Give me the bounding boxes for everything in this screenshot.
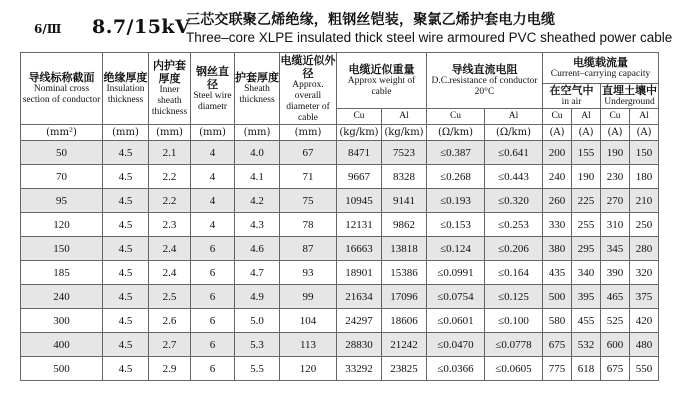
- table-cell: ≤0.206: [485, 237, 543, 261]
- table-cell: ≤0.193: [427, 189, 485, 213]
- unit-cell: (mm): [103, 125, 149, 141]
- table-cell: 6: [191, 237, 235, 261]
- sub-ground-cu: Cu: [601, 109, 630, 125]
- table-cell: 230: [601, 165, 630, 189]
- table-cell: 400: [21, 333, 103, 357]
- table-row: [21, 309, 659, 333]
- table-cell: 380: [543, 237, 572, 261]
- table-cell: 4: [191, 213, 235, 237]
- table-cell: 395: [572, 285, 601, 309]
- table-cell: 4.5: [103, 213, 149, 237]
- unit-cell: (mm): [149, 125, 191, 141]
- unit-cell: (kg/km): [337, 125, 382, 141]
- col-sheath: 护套厚度 Sheath thickness: [235, 53, 280, 125]
- table-cell: 2.1: [149, 141, 191, 165]
- table-cell: 4.5: [103, 141, 149, 165]
- table-cell: 10945: [337, 189, 382, 213]
- table-cell: ≤0.164: [485, 261, 543, 285]
- table-cell: 525: [601, 309, 630, 333]
- table-row: [21, 165, 659, 189]
- col-inner-sheath: 内护套厚度 Inner sheath thickness: [149, 53, 191, 125]
- table-cell: 2.2: [149, 189, 191, 213]
- table-cell: 78: [280, 213, 337, 237]
- table-cell: ≤0.0601: [427, 309, 485, 333]
- table-cell: 5.5: [235, 357, 280, 381]
- table-cell: 260: [543, 189, 572, 213]
- table-cell: 6: [191, 333, 235, 357]
- table-cell: 500: [21, 357, 103, 381]
- unit-cell: (Ω/km): [427, 125, 485, 141]
- col-current-air: 在空气中 in air: [543, 84, 601, 109]
- col-weight: 电缆近似重量 Approx weight of cable: [337, 53, 427, 109]
- voltage-rating: 8.7/15kV: [92, 16, 191, 38]
- table-row: [21, 285, 659, 309]
- table-cell: 580: [543, 309, 572, 333]
- table-cell: ≤0.153: [427, 213, 485, 237]
- table-cell: 200: [543, 141, 572, 165]
- table-cell: 2.6: [149, 309, 191, 333]
- table-cell: 190: [601, 141, 630, 165]
- table-cell: 18901: [337, 261, 382, 285]
- sub-weight-cu: Cu: [337, 109, 382, 125]
- table-cell: 28830: [337, 333, 382, 357]
- table-cell: 500: [543, 285, 572, 309]
- table-cell: 24297: [337, 309, 382, 333]
- table-cell: 7523: [382, 141, 427, 165]
- table-cell: 50: [21, 141, 103, 165]
- table-cell: 4.5: [103, 333, 149, 357]
- table-cell: 4.6: [235, 237, 280, 261]
- table-cell: 190: [572, 165, 601, 189]
- table-cell: 6: [191, 261, 235, 285]
- table-cell: 675: [543, 333, 572, 357]
- table-cell: 4.5: [103, 189, 149, 213]
- table-cell: 6: [191, 285, 235, 309]
- table-cell: 155: [572, 141, 601, 165]
- table-cell: 420: [630, 309, 659, 333]
- table-row: [21, 333, 659, 357]
- table-cell: ≤0.0754: [427, 285, 485, 309]
- table-cell: 210: [630, 189, 659, 213]
- sub-resistance-al: Al: [485, 109, 543, 125]
- table-cell: 618: [572, 357, 601, 381]
- table-cell: 113: [280, 333, 337, 357]
- table-cell: 4.0: [235, 141, 280, 165]
- units-row: [21, 125, 659, 141]
- table-cell: 2.2: [149, 165, 191, 189]
- table-cell: 15386: [382, 261, 427, 285]
- table-cell: 330: [543, 213, 572, 237]
- table-cell: 250: [630, 213, 659, 237]
- unit-cell: (A): [601, 125, 630, 141]
- unit-cell: (mm²): [21, 125, 103, 141]
- table-cell: 2.5: [149, 285, 191, 309]
- table-cell: 775: [543, 357, 572, 381]
- table-cell: 9141: [382, 189, 427, 213]
- unit-cell: (Ω/km): [485, 125, 543, 141]
- sub-resistance-cu: Cu: [427, 109, 485, 125]
- title-english: Three–core XLPE insulated thick steel wire armoured PVC sheathed power cable: [186, 30, 673, 45]
- table-cell: ≤0.125: [485, 285, 543, 309]
- table-cell: 2.3: [149, 213, 191, 237]
- page-header: [0, 0, 678, 50]
- table-cell: 295: [572, 237, 601, 261]
- table-cell: 375: [630, 285, 659, 309]
- table-cell: ≤0.253: [485, 213, 543, 237]
- unit-cell: (mm): [191, 125, 235, 141]
- col-wire-diameter: 钢丝直径 Steel wire diametr: [191, 53, 235, 125]
- table-row: [21, 141, 659, 165]
- table-row: [21, 261, 659, 285]
- table-cell: 8471: [337, 141, 382, 165]
- table-cell: ≤0.0991: [427, 261, 485, 285]
- table-cell: 70: [21, 165, 103, 189]
- table-row: [21, 237, 659, 261]
- table-cell: ≤0.0778: [485, 333, 543, 357]
- table-cell: 150: [630, 141, 659, 165]
- table-cell: 23825: [382, 357, 427, 381]
- col-insulation: 绝缘厚度 Insulation thickness: [103, 53, 149, 125]
- table-cell: 4.5: [103, 261, 149, 285]
- table-cell: 340: [572, 261, 601, 285]
- table-cell: 120: [21, 213, 103, 237]
- col-current: 电缆载流量 Current–carrying capacity: [543, 53, 659, 84]
- table-cell: 320: [630, 261, 659, 285]
- table-cell: 4.3: [235, 213, 280, 237]
- table-cell: 17096: [382, 285, 427, 309]
- col-current-ground: 直埋土壤中 Underground: [602, 84, 657, 107]
- table-cell: ≤0.443: [485, 165, 543, 189]
- table-cell: 550: [630, 357, 659, 381]
- title-chinese: 三芯交联聚乙烯绝缘，粗钢丝铠装，聚氯乙烯护套电力电缆: [186, 12, 556, 28]
- table-cell: 67: [280, 141, 337, 165]
- table-cell: 600: [601, 333, 630, 357]
- section-tag: 6/Ⅲ: [34, 22, 62, 36]
- table-cell: 4: [191, 189, 235, 213]
- table-cell: 480: [630, 333, 659, 357]
- table-cell: 21242: [382, 333, 427, 357]
- table-cell: ≤0.0366: [427, 357, 485, 381]
- table-cell: 4.1: [235, 165, 280, 189]
- table-cell: 5.3: [235, 333, 280, 357]
- table-cell: 390: [601, 261, 630, 285]
- unit-cell: (A): [572, 125, 601, 141]
- table-cell: 435: [543, 261, 572, 285]
- unit-cell: (mm): [280, 125, 337, 141]
- unit-cell: (kg/km): [382, 125, 427, 141]
- table-cell: 455: [572, 309, 601, 333]
- table-cell: 71: [280, 165, 337, 189]
- table-cell: 93: [280, 261, 337, 285]
- cable-spec-table: [20, 52, 659, 381]
- table-cell: ≤0.320: [485, 189, 543, 213]
- table-cell: 240: [543, 165, 572, 189]
- table-cell: 310: [601, 213, 630, 237]
- table-cell: 4.5: [103, 357, 149, 381]
- table-cell: ≤0.124: [427, 237, 485, 261]
- table-cell: 95: [21, 189, 103, 213]
- table-cell: 225: [572, 189, 601, 213]
- table-cell: ≤0.0470: [427, 333, 485, 357]
- table-cell: ≤0.641: [485, 141, 543, 165]
- col-overall-diameter: 电缆近似外径 Approx. overall diameter of cable: [280, 53, 336, 123]
- unit-cell: (A): [630, 125, 659, 141]
- table-body: [21, 141, 659, 381]
- table-cell: 675: [601, 357, 630, 381]
- table-cell: 33292: [337, 357, 382, 381]
- table-cell: 185: [21, 261, 103, 285]
- table-cell: 9862: [382, 213, 427, 237]
- unit-cell: (mm): [235, 125, 280, 141]
- table-cell: ≤0.387: [427, 141, 485, 165]
- table-cell: 240: [21, 285, 103, 309]
- table-cell: 2.4: [149, 261, 191, 285]
- table-cell: 18606: [382, 309, 427, 333]
- table-cell: 6: [191, 357, 235, 381]
- table-cell: 4: [191, 165, 235, 189]
- table-cell: ≤0.268: [427, 165, 485, 189]
- table-cell: ≤0.0605: [485, 357, 543, 381]
- table-cell: 120: [280, 357, 337, 381]
- table-cell: 4.5: [103, 165, 149, 189]
- table-cell: 21634: [337, 285, 382, 309]
- col-resistance: 导线直流电阻 D.C.resistance of conductor 20°C: [427, 53, 543, 109]
- table-row: [21, 213, 659, 237]
- table-cell: 4.5: [103, 285, 149, 309]
- table-cell: 300: [21, 309, 103, 333]
- table-cell: 6: [191, 309, 235, 333]
- table-cell: 465: [601, 285, 630, 309]
- table-cell: 280: [630, 237, 659, 261]
- table-cell: 150: [21, 237, 103, 261]
- table-cell: 4.9: [235, 285, 280, 309]
- table-cell: 2.7: [149, 333, 191, 357]
- table-row: [21, 357, 659, 381]
- table-cell: 8328: [382, 165, 427, 189]
- table-cell: 75: [280, 189, 337, 213]
- unit-cell: (A): [543, 125, 572, 141]
- table-cell: 99: [280, 285, 337, 309]
- table-row: [21, 189, 659, 213]
- table-cell: 2.9: [149, 357, 191, 381]
- sub-air-al: Al: [572, 109, 601, 125]
- table-cell: 345: [601, 237, 630, 261]
- table-cell: 16663: [337, 237, 382, 261]
- table-cell: 12131: [337, 213, 382, 237]
- table-cell: 2.4: [149, 237, 191, 261]
- col-cross-section: 导线标称截面 Nominal cross section of conductor: [21, 53, 103, 125]
- table-cell: 532: [572, 333, 601, 357]
- table-cell: 4.2: [235, 189, 280, 213]
- table-cell: 13818: [382, 237, 427, 261]
- table-cell: 104: [280, 309, 337, 333]
- sub-air-cu: Cu: [543, 109, 572, 125]
- table-cell: 87: [280, 237, 337, 261]
- table-cell: 9667: [337, 165, 382, 189]
- sub-ground-al: Al: [630, 109, 659, 125]
- table-cell: 180: [630, 165, 659, 189]
- sub-weight-al: Al: [382, 109, 427, 125]
- table-cell: 255: [572, 213, 601, 237]
- table-cell: 4.5: [103, 309, 149, 333]
- table-cell: 5.0: [235, 309, 280, 333]
- table-cell: 270: [601, 189, 630, 213]
- table-cell: 4: [191, 141, 235, 165]
- table-cell: 4.7: [235, 261, 280, 285]
- table-cell: 4.5: [103, 237, 149, 261]
- table-cell: ≤0.100: [485, 309, 543, 333]
